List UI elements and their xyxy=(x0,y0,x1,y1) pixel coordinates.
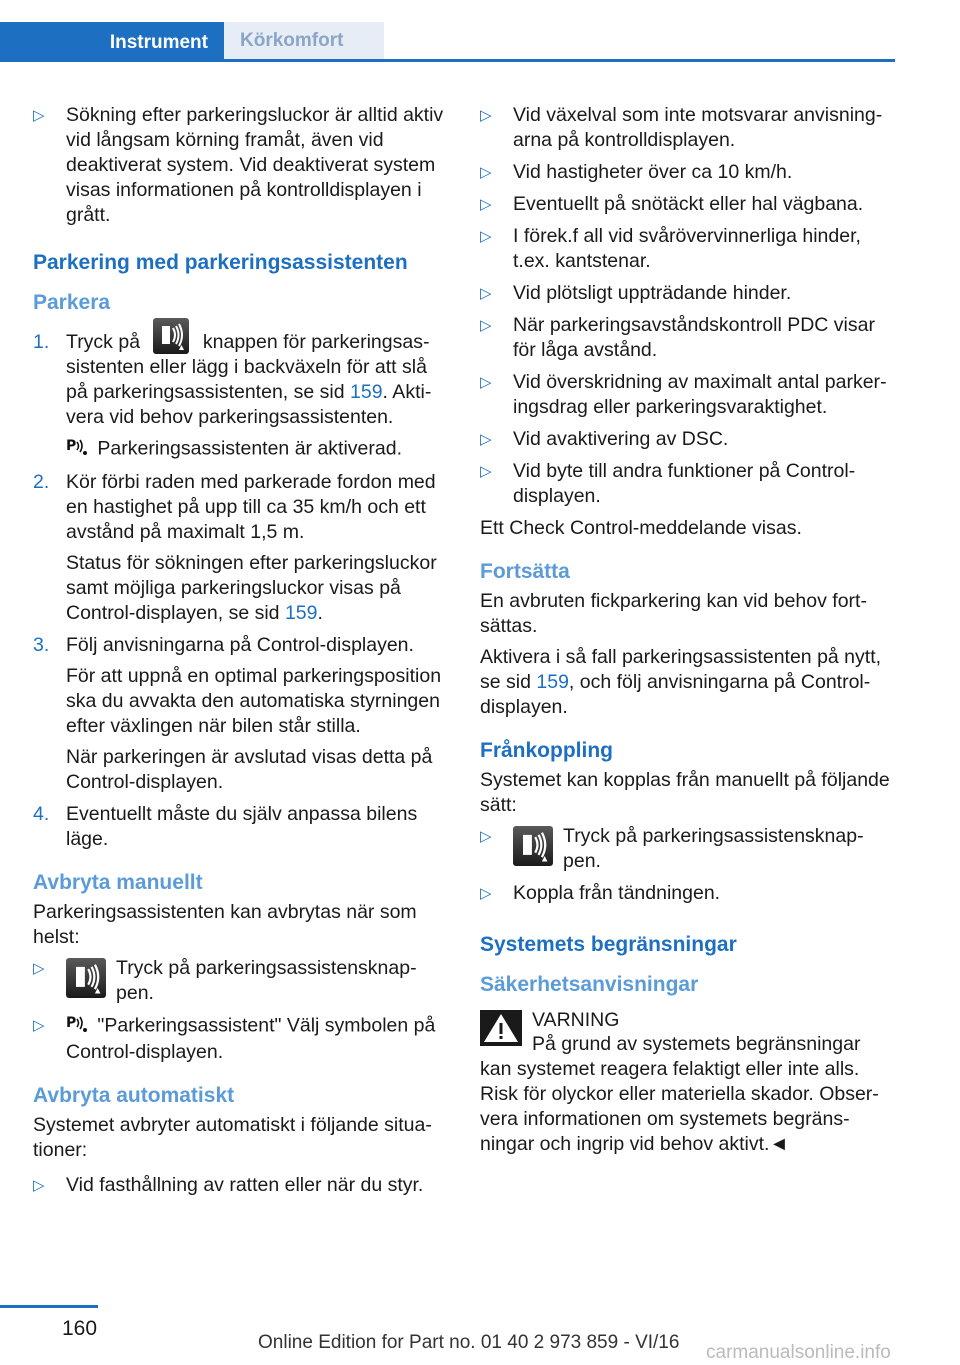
subheading-frankoppling: Frånkoppling xyxy=(480,739,613,762)
parking-assistant-symbol-icon xyxy=(66,436,92,463)
list-item: ▷ Vid fasthållning av ratten eller när du styr. xyxy=(33,1174,424,1196)
list-item: ▷ Vid avaktivering av DSC. xyxy=(480,428,729,450)
svg-text:P: P xyxy=(66,1015,77,1031)
right-column: ▷ Vid växelval som inte motsvarar anvisningarna på kontrolldisplayen. ▷ Vid hastigheter över ca 10 km/h. ▷ Eventuellt på snötäckt eller hal vägbana. ▷ I förek.f all vid svårövervinnerliga hinder, t.ex. kantstenar. ▷ Vid plötsligt uppträdande hinder. ▷ När parkeringsavståndskontroll PDC visar för låga avstånd. ▷ Vid överskridning av maximalt antal parkeringsdrag eller parkeringsvaraktighet. ▷ Vid avaktivering av DSC. ▷ Vid byte till andra funktioner på Control-displayen. Ett Check Control-meddelande visas. Fortsätta En avbruten fickparkering kan vid behov fortsättas. Aktivera i så fall parkeringsassistenten på nytt, se sid 159, och följ anvisningarna på Control-displayen. Frånkoppling Systemet kan kopplas från manuellt på följande sätt: ▷ Tryck på parkeringsassistensknappen. ▷ Koppla från tändningen. Systemets begränsningar Säkerhetsanvisningar VARNING På grund av systemets begränsningar kan systemet reagera felaktigt eller inte alls. Risk för olyckor eller materiella skador. Observera informationen om systemets begränsningar och ingrip vid behov aktivt.◄ xyxy=(480,103,895,1157)
page-link[interactable]: 159 xyxy=(536,671,569,693)
parking-assistant-symbol-icon xyxy=(66,1013,92,1040)
step-2: 2. Kör förbi raden med parkerade fordon med en hastighet på upp till ca 35 km/h och ett avstånd på maximalt 1,5 m. Status för sökningen efter parkeringsluckor samt möjliga parkeringsluckor visas på Control-displayen, se sid 159. xyxy=(33,471,437,624)
tab-korkomfort[interactable]: Körkomfort xyxy=(224,22,384,59)
list-item: ▷ Sökning efter parkeringsluckor är alltid aktiv vid långsam körning framåt, även vid deaktiverat system. Vid deaktiverat system visas informationen på kontrolldisplayen i grått. xyxy=(33,104,444,226)
parking-assistant-button-icon xyxy=(153,318,189,354)
list-item: ▷ Koppla från tändningen. xyxy=(480,882,721,904)
step-1-result: P Parkeringsassistenten är aktiverad. xyxy=(66,436,448,463)
step-3: 3. Följ anvisningarna på Control-displayen. För att uppnå en optimal parkeringsposition ska du avvakta den automatiska styrningen efter växlingen när bilen står stilla. När parkeringen är avslutad visas detta på Control-displayen. xyxy=(33,634,442,793)
parking-assistant-button-icon xyxy=(66,958,106,998)
bullet-triangle-icon: ▷ xyxy=(480,317,492,334)
warning-box xyxy=(480,1008,895,1157)
bullet-triangle-icon: ▷ xyxy=(480,431,492,448)
left-column: ▷ Sökning efter parkeringsluckor är alltid aktiv vid långsam körning framåt, även vid deaktiverat system. Vid deaktiverat system visas informationen på kontrolldisplayen i grått. Parkering med parkeringsassistenten Parkera 1. Tryck på knappen för parkeringsassistenten eller lägg i backväxeln för att slå på parkeringsassistenten, se sid 159. Aktivera vid behov parkeringsassistenten. P Parkeringsassistenten är aktiverad. 2. Kör förbi raden med parkerade fordon med en hastighet på upp till ca 35 km/h och ett avstånd på maximalt 1,5 m. Status för sökningen efter parkeringsluckor samt möjliga parkeringsluckor visas på Control-displayen, se sid 159. 3. Följ anvisningarna på Control-displayen. För att uppnå en optimal parkeringsposition ska du avvakta den automatiska styrningen efter växlingen när bilen står stilla. När parkeringen är avslutad visas detta på Control-displayen. 4. Eventuellt måste du själv anpassa bilens läge. Avbryta manuellt Parkeringsassistenten kan avbrytas när som helst: ▷ Tryck på parkeringsassistensknappen. ▷ P "Parkeringsassistent" Välj symbolen på Control-displayen. Avbryta automatiskt Systemet avbryter automatiskt i följande situationer: ▷ Vid fasthållning av ratten eller när du styr. xyxy=(33,103,448,1205)
subheading-fortsatta: Fortsätta xyxy=(480,560,570,583)
bullet-triangle-icon: ▷ xyxy=(480,374,492,391)
page-link[interactable]: 159 xyxy=(350,381,383,403)
list-item: ▷ När parkeringsavståndskontroll PDC visar för låga avstånd. xyxy=(480,314,875,361)
bullet-triangle-icon: ▷ xyxy=(33,107,45,124)
page-link[interactable]: 159 xyxy=(284,602,318,624)
list-item: ▷ Vid överskridning av maximalt antal parkeringsdrag eller parkeringsvaraktighet. xyxy=(480,371,887,418)
list-item: ▷ Tryck på parkeringsassistensknappen. xyxy=(480,825,864,872)
section-heading-begransningar: Systemets begränsningar xyxy=(480,933,737,956)
tab-instrument[interactable]: Instrument xyxy=(0,22,224,62)
svg-text:P: P xyxy=(66,438,77,454)
footer-rule xyxy=(0,1305,98,1308)
bullet-triangle-icon: ▷ xyxy=(480,196,492,213)
bullet-triangle-icon: ▷ xyxy=(33,1017,45,1034)
chapter-tabs xyxy=(0,22,895,62)
tab-underline xyxy=(0,59,895,62)
list-item: ▷ Vid hastigheter över ca 10 km/h. xyxy=(480,161,793,183)
bullet-triangle-icon: ▷ xyxy=(480,885,492,902)
bullet-triangle-icon: ▷ xyxy=(480,828,492,845)
bullet-triangle-icon: ▷ xyxy=(480,285,492,302)
section-heading-parkering: Parkering med parkeringsassistenten xyxy=(33,251,408,274)
subheading-avbryta-automatiskt: Avbryta automatiskt xyxy=(33,1084,235,1107)
bullet-triangle-icon: ▷ xyxy=(480,107,492,124)
step-1: 1. Tryck på knappen för parkeringsassistenten eller lägg i backväxeln för att slå på parkeringsassistenten, se sid 159. Aktivera vid behov parkeringsassistenten. P Parkeringsassistenten är aktiverad. xyxy=(33,330,448,463)
edition-text: Online Edition for Part no. 01 40 2 973 859 - VI/16 xyxy=(258,1332,680,1353)
watermark: carmanualsonline.info xyxy=(706,1342,891,1363)
warning-title: VARNING xyxy=(532,1009,620,1031)
page-number: 160 xyxy=(62,1317,98,1340)
subheading-sakerhet: Säkerhetsanvisningar xyxy=(480,973,699,996)
subheading-parkera: Parkera xyxy=(33,291,111,314)
bullet-triangle-icon: ▷ xyxy=(33,960,45,977)
list-item: ▷ P "Parkeringsassistent" Välj symbolen på Control-displayen. xyxy=(33,1014,436,1063)
bullet-triangle-icon: ▷ xyxy=(33,1177,45,1194)
subheading-avbryta-manuellt: Avbryta manuellt xyxy=(33,871,203,894)
bullet-triangle-icon: ▷ xyxy=(480,228,492,245)
list-item: ▷ Vid plötsligt uppträdande hinder. xyxy=(480,282,792,304)
warning-triangle-icon xyxy=(480,1010,522,1046)
bullet-triangle-icon: ▷ xyxy=(480,164,492,181)
list-item: ▷ Eventuellt på snötäckt eller hal vägbana. xyxy=(480,193,864,215)
list-item: ▷ Vid växelval som inte motsvarar anvisningarna på kontrolldisplayen. xyxy=(480,104,883,151)
list-item: ▷ Tryck på parkeringsassistensknappen. xyxy=(33,957,417,1004)
parking-assistant-button-icon xyxy=(513,826,553,866)
bullet-triangle-icon: ▷ xyxy=(480,463,492,480)
list-item: ▷ Vid byte till andra funktioner på Control-displayen. xyxy=(480,460,856,507)
list-item: ▷ I förek.f all vid svårövervinnerliga hinder, t.ex. kantstenar. xyxy=(480,225,861,272)
warning-text: På grund av systemets begränsningar kan systemet reagera felaktigt eller inte alls. Risk för olyckor eller materiella skador. Observera informationen om systemets begränsningar och ingrip vid behov aktivt.◄ xyxy=(480,1033,879,1155)
step-4: 4. Eventuellt måste du själv anpassa bilens läge. xyxy=(33,803,418,850)
